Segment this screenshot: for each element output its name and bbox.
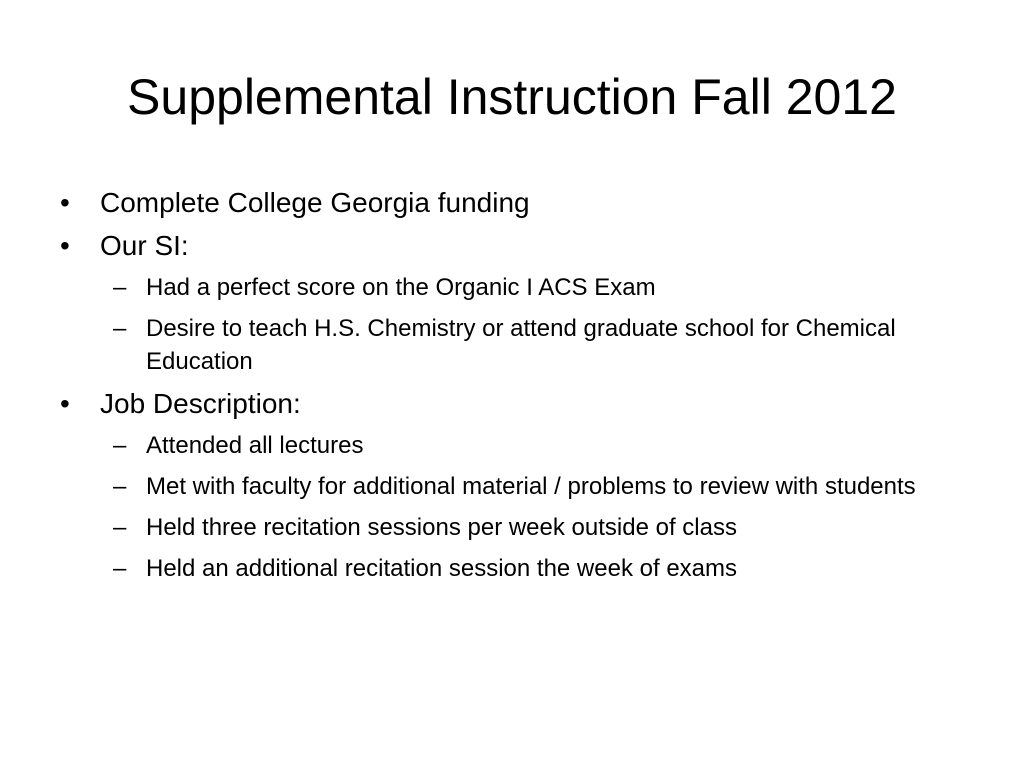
sub-bullet-item	[55, 552, 970, 585]
sub-bullet-item	[55, 511, 970, 544]
dash-icon: –	[113, 473, 127, 500]
sub-bullet-item	[55, 271, 970, 304]
bullet-icon: •	[60, 187, 70, 218]
dash-icon: –	[113, 514, 127, 541]
sub-bullet-list	[100, 429, 970, 585]
sub-bullet-item	[55, 470, 970, 503]
dash-icon: –	[113, 315, 127, 342]
bullet-text: Our SI:	[100, 230, 189, 261]
sub-bullet-list	[100, 271, 970, 378]
bullet-item	[55, 186, 970, 220]
sub-bullet-item	[55, 429, 970, 462]
sub-bullet-text: Attended all lectures	[146, 432, 364, 459]
dash-icon: –	[113, 432, 127, 459]
sub-bullet-text: Held three recitation sessions per week outside of class	[146, 514, 737, 541]
bullet-text: Complete College Georgia funding	[100, 187, 530, 218]
bullet-list	[55, 186, 970, 594]
sub-bullet-text: Met with faculty for additional material / problems to review with students	[146, 473, 916, 500]
bullet-icon: •	[60, 388, 70, 419]
sub-bullet-text: Held an additional recitation session the week of exams	[146, 555, 737, 582]
sub-bullet-item	[55, 312, 970, 378]
dash-icon: –	[113, 555, 127, 582]
bullet-item	[55, 229, 970, 378]
bullet-text: Job Description:	[100, 388, 301, 419]
dash-icon: –	[113, 274, 127, 301]
sub-bullet-text: Had a perfect score on the Organic I ACS Exam	[146, 274, 656, 301]
slide-title: Supplemental Instruction Fall 2012	[127, 69, 897, 125]
bullet-icon: •	[60, 230, 70, 261]
sub-bullet-text: Desire to teach H.S. Chemistry or attend graduate school for Chemical Education	[146, 315, 896, 375]
bullet-item	[55, 387, 970, 585]
